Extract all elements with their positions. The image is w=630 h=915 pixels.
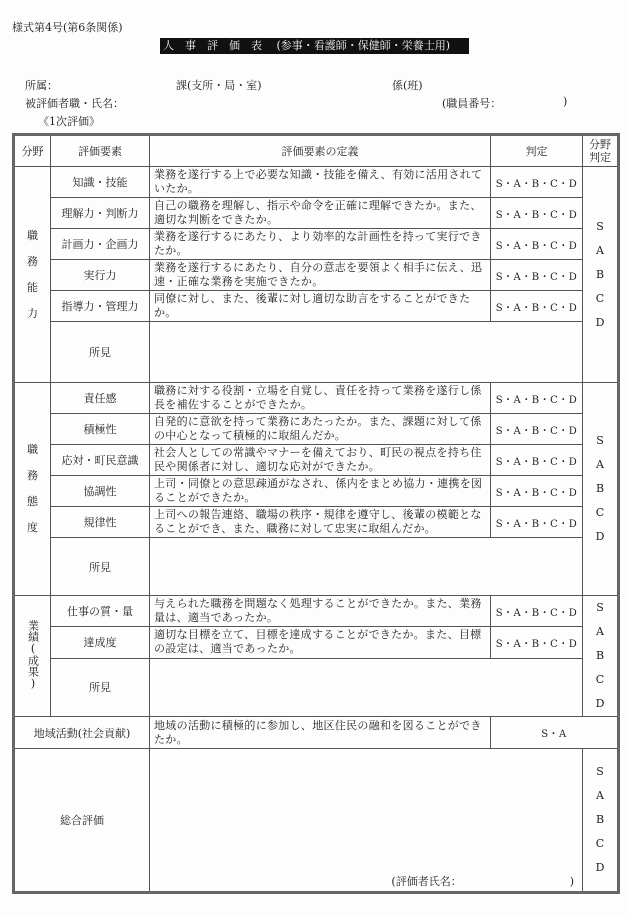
- grade-letter: S: [596, 434, 604, 447]
- element-cell: 計画力・企画力: [51, 229, 150, 260]
- grade-letter: D: [595, 697, 605, 710]
- field-cell-attitude: [14, 383, 51, 596]
- remarks-field[interactable]: [150, 322, 583, 383]
- table-row: [14, 167, 619, 198]
- header-field-judgement-2: 判定: [589, 151, 611, 164]
- evaluation-table: [12, 133, 620, 894]
- element-cell: 実行力: [51, 260, 150, 291]
- grade-letter: B: [595, 482, 605, 495]
- definition-cell: 職務に対する役割・立場を自覚し、責任を持って業務を遂行し係長を補佐することができたか。: [150, 383, 491, 414]
- definition-cell: 自己の職務を理解し、指示や命令を正確に理解できたか。また、適切な判断をできたか。: [150, 198, 491, 229]
- grade-letter: S: [596, 765, 604, 778]
- definition-cell: 上司への報告連絡、職場の秩序・規律を遵守し、後輩の模範となることができ、また、職務に対して忠実に取組んだか。: [150, 507, 491, 538]
- definition-cell: 与えられた職務を問題なく処理することができたか。また、業務量は、適当であったか。: [150, 596, 491, 627]
- community-row: [14, 717, 619, 749]
- grade-letter: B: [595, 267, 605, 281]
- table-row: [14, 229, 619, 260]
- field-cell-ability: [14, 167, 51, 383]
- field-char: 能: [27, 280, 38, 294]
- field-char: 度: [27, 521, 38, 534]
- grade-letter: A: [596, 458, 604, 471]
- overall-label: 総合評価: [14, 749, 150, 893]
- remarks-label: 所見: [51, 538, 150, 596]
- judgement-cell[interactable]: S・A・B・C・D: [491, 476, 583, 507]
- field-judgement-cell[interactable]: [583, 167, 619, 383]
- definition-cell: 業務を遂行するにあたり、より効率的な計画性を持って実行できたか。: [150, 229, 491, 260]
- element-cell: 指導力・管理力: [51, 291, 150, 322]
- table-row: [14, 627, 619, 658]
- judgement-cell[interactable]: S・A・B・C・D: [491, 507, 583, 538]
- grade-letter: C: [595, 673, 605, 686]
- element-cell: 積極性: [51, 414, 150, 445]
- community-definition: 地域の活動に積極的に参加し、地区住民の融和を図ることができたか。: [150, 717, 491, 749]
- grade-letter: A: [596, 789, 604, 802]
- field-judgement-cell[interactable]: [583, 596, 619, 717]
- header-judgement: 判定: [491, 135, 583, 167]
- judgement-cell[interactable]: S・A・B・C・D: [491, 167, 583, 198]
- definition-cell: 上司・同僚との意思疎通がなされ、係内をまとめ協力・連携を図ることができたか。: [150, 476, 491, 507]
- table-row: [14, 260, 619, 291]
- table-row: [14, 414, 619, 445]
- remarks-label: 所見: [51, 322, 150, 383]
- grade-letter: S: [596, 219, 604, 233]
- definition-cell: 業務を遂行する上で必要な知識・技能を備え、有効に活用されていたか。: [150, 167, 491, 198]
- field-char: 職: [27, 443, 38, 456]
- overall-judgement-cell[interactable]: [583, 749, 619, 893]
- element-cell: 責任感: [51, 383, 150, 414]
- field-char: 力: [27, 306, 38, 320]
- title-sub: (参事・看護師・保健師・栄養士用): [276, 39, 451, 52]
- community-label: 地域活動(社会貢献): [14, 717, 150, 749]
- table-row: [14, 445, 619, 476]
- element-cell: 理解力・判断力: [51, 198, 150, 229]
- overall-comment-field[interactable]: [150, 749, 583, 893]
- element-cell: 知識・技能: [51, 167, 150, 198]
- judgement-cell[interactable]: S・A・B・C・D: [491, 414, 583, 445]
- remarks-field[interactable]: [150, 658, 583, 717]
- evaluator-label: (評価者氏名：: [391, 875, 462, 888]
- table-row: [14, 198, 619, 229]
- judgement-cell[interactable]: S・A・B・C・D: [491, 291, 583, 322]
- remarks-label: 所見: [51, 658, 150, 717]
- grade-letter: D: [595, 315, 605, 329]
- community-judgement[interactable]: S・A: [491, 717, 619, 749]
- remarks-row: [14, 322, 619, 383]
- element-cell: 達成度: [51, 627, 150, 658]
- definition-cell: 同僚に対し、また、後輩に対し適切な助言をすることができたか。: [150, 291, 491, 322]
- definition-cell: 適切な目標を立て、目標を達成することができたか。また、目標の設定は、適当であったか。: [150, 627, 491, 658]
- definition-cell: 業務を遂行するにあたり、自分の意志を要領よく相手に伝え、迅速・正確な業務を実施できたか。: [150, 260, 491, 291]
- grade-letter: D: [595, 861, 605, 874]
- header-element: 評価要素: [51, 135, 150, 167]
- field-char: 務: [27, 469, 38, 482]
- grade-letter: C: [595, 506, 605, 519]
- field-judgement-cell[interactable]: [583, 383, 619, 596]
- element-cell: 規律性: [51, 507, 150, 538]
- section-label: 課(支所・局・室): [176, 79, 262, 92]
- table-row: [14, 476, 619, 507]
- judgement-cell[interactable]: S・A・B・C・D: [491, 627, 583, 658]
- judgement-cell[interactable]: S・A・B・C・D: [491, 596, 583, 627]
- evaluee-label: 被評価者職・氏名：: [25, 97, 124, 110]
- table-row: [14, 383, 619, 414]
- evaluator-close: ): [569, 875, 574, 888]
- title-main: 人事評価表: [163, 39, 273, 52]
- grade-letter: B: [595, 649, 605, 662]
- grade-letter: A: [596, 243, 604, 257]
- element-cell: 応対・町民意識: [51, 445, 150, 476]
- staff-number-label: (職員番号：: [442, 97, 502, 110]
- grade-letter: A: [596, 625, 604, 638]
- table-row: [14, 507, 619, 538]
- overall-row: [14, 749, 619, 893]
- field-char: 態: [27, 495, 38, 508]
- remarks-row: [14, 658, 619, 717]
- form-number: 様式第4号(第6条関係): [12, 21, 123, 34]
- grade-letter: C: [595, 837, 605, 850]
- definition-cell: 社会人としての常識やマナーを備えており、町民の視点を持ち住民や関係者に対し、適切な応対ができたか。: [150, 445, 491, 476]
- table-row: [14, 596, 619, 627]
- table-row: [14, 291, 619, 322]
- field-char: 職: [27, 228, 38, 242]
- judgement-cell[interactable]: S・A・B・C・D: [491, 198, 583, 229]
- field-char: 務: [27, 254, 38, 268]
- affiliation-label: 所属：: [25, 79, 58, 92]
- header-field-judgement-1: 分野: [589, 138, 611, 151]
- page-title: [160, 38, 469, 54]
- judgement-cell[interactable]: S・A・B・C・D: [491, 445, 583, 476]
- grade-letter: C: [595, 291, 605, 305]
- header-field-judgement: [583, 135, 619, 167]
- evaluator-signature[interactable]: [391, 873, 574, 889]
- remarks-field[interactable]: [150, 538, 583, 596]
- unit-label: 係(班): [392, 79, 423, 92]
- grade-letter: D: [595, 530, 605, 543]
- field-text: 業績(成果): [26, 619, 40, 690]
- element-cell: 協調性: [51, 476, 150, 507]
- judgement-cell[interactable]: S・A・B・C・D: [491, 383, 583, 414]
- field-cell-results: [14, 596, 51, 717]
- element-cell: 仕事の質・量: [51, 596, 150, 627]
- staff-number-close: ): [563, 95, 568, 108]
- grade-letter: S: [596, 601, 604, 614]
- header-definition: 評価要素の定義: [150, 135, 491, 167]
- judgement-cell[interactable]: S・A・B・C・D: [491, 229, 583, 260]
- judgement-cell[interactable]: S・A・B・C・D: [491, 260, 583, 291]
- grade-letter: B: [595, 813, 605, 826]
- definition-cell: 自発的に意欲を持って業務にあたったか。また、課題に対して係の中心となって積極的に取組んだか。: [150, 414, 491, 445]
- header-field: 分野: [14, 135, 51, 167]
- remarks-row: [14, 538, 619, 596]
- evaluation-stage: 《1次評価》: [38, 115, 100, 128]
- table-header-row: [14, 135, 619, 167]
